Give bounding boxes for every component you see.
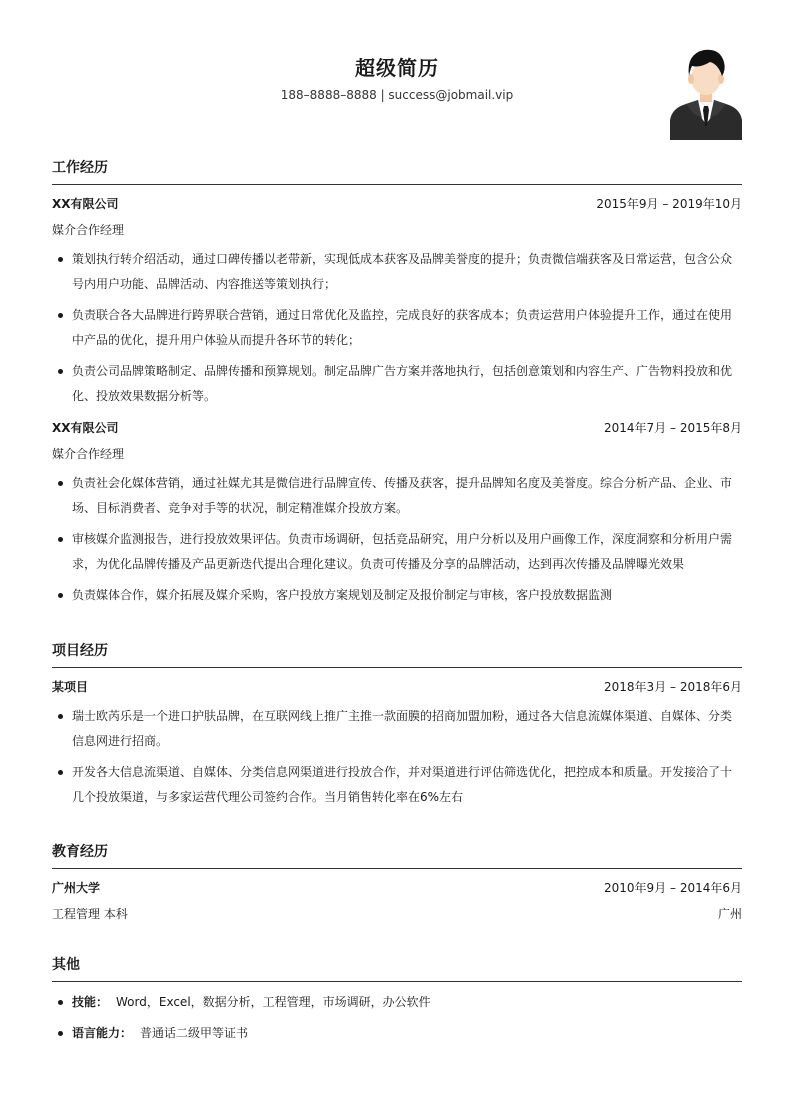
school-city: 广州 [717,907,742,921]
contact-info: 188–8888–8888 | success@jobmail.vip [280,88,514,102]
resume-name: 超级简历 [355,56,439,80]
project-name: 某项目 [52,680,89,694]
list-item: 负责媒体合作，媒介拓展及媒介采购，客户投放方案规划及制定及报价制定与审核，客户投放数据监测 [52,583,742,608]
education-entry-header [52,875,742,901]
bullet-list [52,704,742,810]
company-name: XX有限公司 [52,197,119,211]
resume-header [52,44,742,154]
section-work [52,156,742,614]
job-title: 媒介合作经理 [52,223,125,237]
section-project [52,639,742,816]
project-entry-header [52,674,742,700]
section-education [52,840,742,927]
date-range: 2018年3月 – 2018年6月 [604,680,742,694]
school-name: 广州大学 [52,881,101,895]
list-item: 瑞士欧芮乐是一个进口护肤品牌，在互联网线上推广主推一款面膜的招商加盟加粉，通过各大信息流媒体渠道、自媒体、分类信息网进行招商。 [52,704,742,754]
skill-label: 技能： [72,995,109,1009]
list-item [52,990,742,1015]
bullet-list [52,247,742,409]
list-item: 负责联合各大品牌进行跨界联合营销，通过日常优化及监控，完成良好的获客成本；负责运营用户体验提升工作，通过在使用中产品的优化，提升用户体验从而提升各环节的转化； [52,303,742,353]
date-range: 2010年9月 – 2014年6月 [604,881,742,895]
avatar [670,44,742,140]
language-label: 语言能力： [72,1026,133,1040]
bullet-list [52,471,742,608]
list-item: 策划执行转介绍活动，通过口碑传播以老带新，实现低成本获客及品牌美誉度的提升；负责微信端获客及日常运营，包含公众号内用户功能、品牌活动、内容推送等策划执行； [52,247,742,297]
bullet-list [52,990,742,1046]
list-item: 负责公司品牌策略制定、品牌传播和预算规划。制定品牌广告方案并落地执行，包括创意策划和内容生产、广告物料投放和优化、投放效果数据分析等。 [52,359,742,409]
date-range: 2015年9月 – 2019年10月 [596,197,742,211]
company-name: XX有限公司 [52,421,119,435]
section-title: 教育经历 [52,844,108,860]
list-item: 审核媒介监测报告，进行投放效果评估。负责市场调研，包括竞品研究，用户分析以及用户画像工作，深度洞察和分析用户需求，为优化品牌传播及产品更新迭代提出合理化建议。负责可传播及分享的品牌活动，达到再次传播及品牌曝光效果 [52,527,742,577]
section-title: 工作经历 [52,160,108,176]
language-value: 普通话二级甲等证书 [140,1026,249,1040]
list-item: 负责社会化媒体营销，通过社媒尤其是微信进行品牌宣传、传播及获客，提升品牌知名度及美誉度。综合分析产品、企业、市场、目标消费者、竞争对手等的状况，制定精准媒介投放方案。 [52,471,742,521]
skill-value: Word，Excel，数据分析，工程管理，市场调研，办公软件 [116,995,431,1009]
job-title: 媒介合作经理 [52,447,125,461]
list-item: 开发各大信息流渠道、自媒体、分类信息网渠道进行投放合作，并对渠道进行评估筛选优化，把控成本和质量。开发接洽了十几个投放渠道，与多家运营代理公司签约合作。当月销售转化率在6%左右 [52,760,742,810]
section-other [52,953,742,1052]
section-title: 其他 [52,957,80,973]
work-entry-header [52,191,742,217]
date-range: 2014年7月 – 2015年8月 [604,421,742,435]
education-entry-detail [52,901,742,927]
list-item [52,1021,742,1046]
section-title: 项目经历 [52,643,108,659]
major-degree: 工程管理 本科 [52,907,128,921]
work-entry-header [52,415,742,441]
